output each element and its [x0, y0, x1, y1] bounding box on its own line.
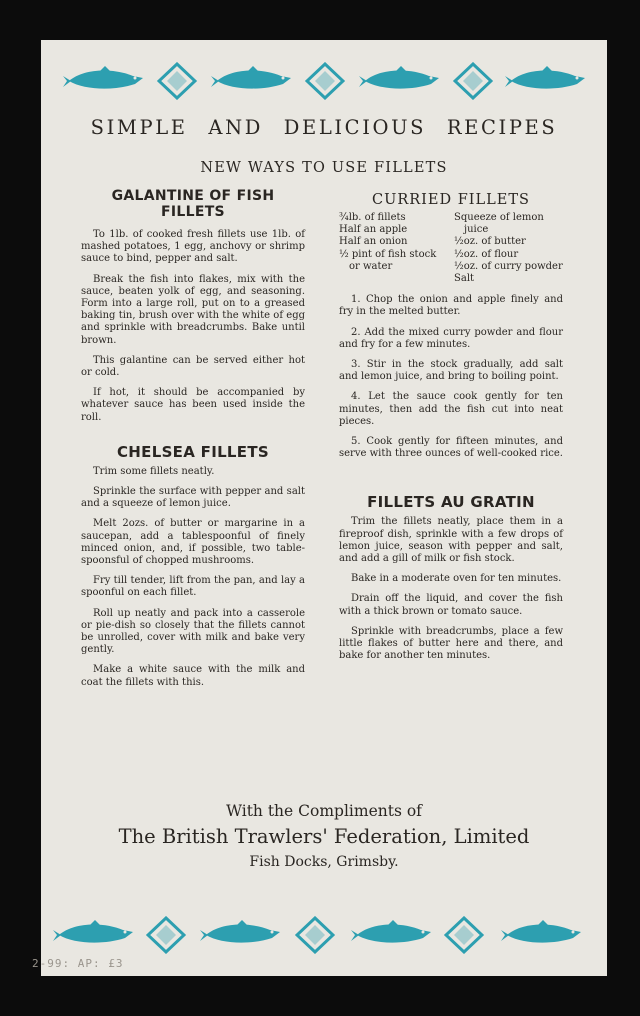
ingredient-item: ½oz. of curry powder: [454, 260, 563, 272]
recipe-paragraph: Make a white sauce with the milk and coat the fillets with this.: [81, 664, 305, 688]
recipe-paragraph: Drain off the liquid, and cover the fish with a thick brown or tomato sauce.: [339, 593, 563, 617]
recipe-step: 1. Chop the onion and apple finely and fry in the melted butter.: [339, 294, 563, 318]
flatfish-icon: [146, 916, 186, 954]
recipe-paragraph: Roll up neatly and pack into a casserole or pie-dish so closely that the fillets cannot be unrolled, cover with milk and bake very gently.: [81, 607, 305, 656]
recipe-step: 3. Stir in the stock gradually, add salt and lemon juice, and bring to boiling point.: [339, 359, 563, 383]
ingredient-column-right: [448, 212, 563, 285]
recipe-paragraph: Bake in a moderate oven for ten minutes.: [351, 573, 562, 585]
fish-icon: [347, 918, 437, 950]
organisation-name: The British Trawlers' Federation, Limited: [118, 825, 530, 848]
recipe-paragraph: Trim some fillets neatly.: [93, 465, 215, 477]
page-subtitle: NEW WAYS TO USE FILLETS: [200, 160, 448, 176]
ingredient-column-left: [339, 212, 448, 285]
ingredient-list: [339, 212, 563, 285]
bottom-fish-border: [41, 914, 607, 958]
recipe-title: CHELSEA FILLETS: [117, 442, 269, 461]
recipe-paragraph: Sprinkle the surface with pepper and salt and a squeeze of lemon juice.: [81, 486, 305, 510]
ingredient-item: Squeeze of lemon: [454, 212, 544, 223]
recipe-paragraph: This galantine can be served either hot or cold.: [81, 354, 305, 379]
recipe-galantine: [81, 188, 305, 424]
flatfish-icon: [444, 916, 484, 954]
fish-icon: [59, 64, 149, 96]
pencil-annotation: 2-99: AP: £3: [32, 957, 124, 970]
fish-icon: [49, 918, 139, 950]
recipe-curried: [339, 192, 563, 460]
ingredient-item: juice: [464, 224, 489, 236]
page-title: SIMPLE AND DELICIOUS RECIPES: [90, 116, 558, 139]
ingredient-item: ¾lb. of fillets: [339, 212, 406, 223]
fish-icon: [196, 918, 286, 950]
ingredient-item: ½ pint of fish stock: [339, 248, 437, 260]
recipe-paragraph: Fry till tender, lift from the pan, and lay a spoonful on each fillet.: [81, 575, 305, 599]
recipe-paragraph: To 1lb. of cooked fresh fillets use 1lb. of mashed potatoes, 1 egg, anchovy or shrimp sauce to bind, pepper and salt.: [81, 229, 305, 265]
left-column: [81, 188, 305, 697]
ingredient-item: Half an apple: [339, 224, 408, 236]
fish-icon: [355, 64, 445, 96]
recipe-title: CURRIED FILLETS: [372, 192, 530, 208]
recipe-chelsea: [81, 444, 305, 689]
right-column: [339, 192, 563, 670]
ingredient-item: or water: [349, 260, 393, 272]
flatfish-icon: [157, 62, 197, 100]
recipe-step: 4. Let the sauce cook gently for ten minutes, then add the fish cut into neat pieces.: [339, 391, 563, 427]
ingredient-item: Salt: [454, 273, 475, 285]
organisation-address: Fish Docks, Grimsby.: [249, 854, 399, 870]
recipe-paragraph: Break the fish into flakes, mix with the sauce, beaten yolk of egg, and seasoning. Form into a large roll, put on to a greased baking tin, brush over with the white of egg and sprinkle with breadcrumbs. Bake until brown.: [81, 273, 305, 346]
fish-icon: [497, 918, 587, 950]
flatfish-icon: [305, 62, 345, 100]
recipe-paragraph: Sprinkle with breadcrumbs, place a few little flakes of butter here and there, and bake for another ten minutes.: [339, 625, 563, 662]
recipe-step: 2. Add the mixed curry powder and flour and fry for a few minutes.: [339, 326, 563, 350]
fish-icon: [501, 64, 591, 96]
flatfish-icon: [453, 62, 493, 100]
recipe-gratin: [339, 494, 563, 662]
ingredient-item: ½oz. of butter: [454, 236, 526, 248]
recipe-step: 5. Cook gently for fifteen minutes, and serve with three ounces of well-cooked rice.: [339, 436, 563, 460]
recipe-leaflet: [41, 40, 607, 976]
fish-icon: [207, 64, 297, 96]
recipe-paragraph: If hot, it should be accompanied by whatever sauce has been used inside the roll.: [81, 387, 305, 423]
flatfish-icon: [295, 916, 335, 954]
ingredient-item: Half an onion: [339, 236, 408, 248]
recipe-paragraph: Trim the fillets neatly, place them in a fireproof dish, sprinkle with a few drops of lemon juice, season with pepper and salt, and add a gill of milk or fish stock.: [339, 516, 563, 565]
recipe-paragraph: Melt 2ozs. of butter or margarine in a saucepan, add a tablespoonful of finely minced onion, and, if possible, two table-spoonsful of chopped mushrooms.: [81, 518, 305, 567]
ingredient-item: ½oz. of flour: [454, 248, 519, 260]
recipe-title: FILLETS AU GRATIN: [367, 493, 535, 512]
compliments-line: With the Compliments of: [226, 802, 422, 820]
top-fish-border: [41, 60, 607, 104]
recipe-title: GALANTINE OF FISH FILLETS: [111, 188, 275, 220]
